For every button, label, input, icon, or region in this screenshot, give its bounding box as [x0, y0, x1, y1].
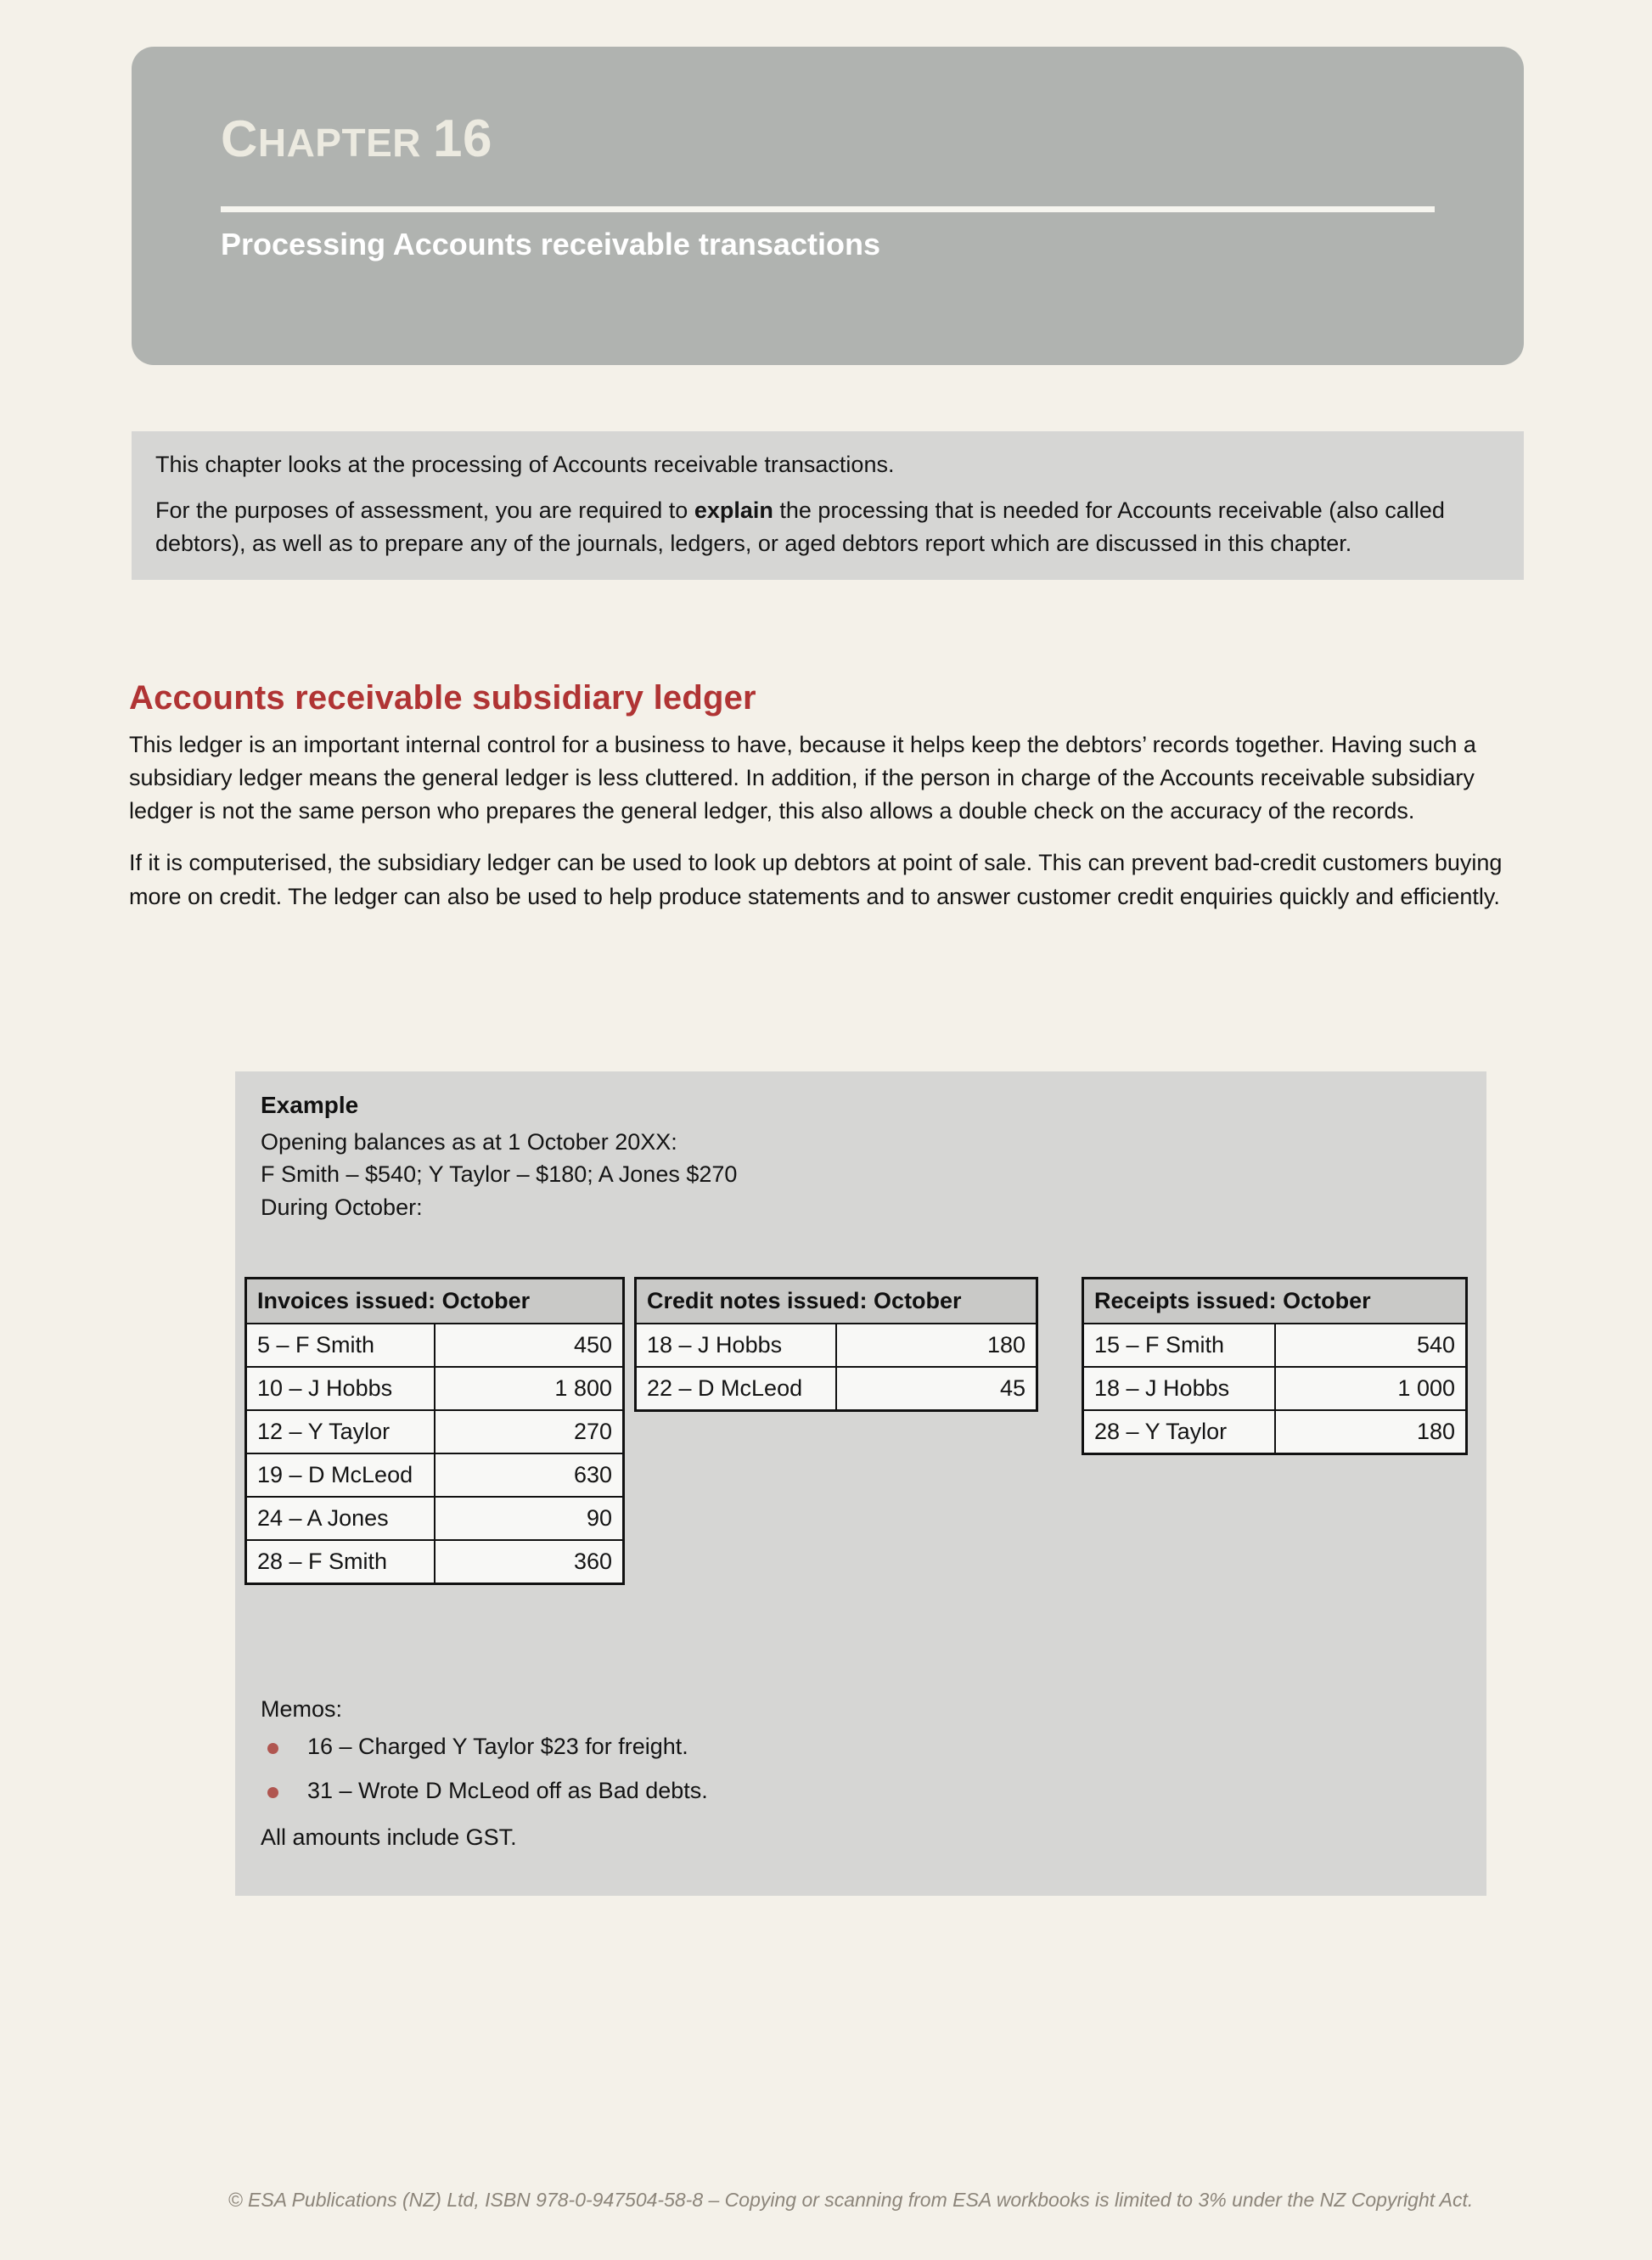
memos-block: [261, 1696, 1449, 1851]
cell-amount: 1 000: [1275, 1367, 1467, 1410]
table-row: [246, 1410, 624, 1453]
chapter-kicker: [221, 110, 492, 168]
cell-amount: 45: [836, 1367, 1037, 1411]
section-heading: Accounts receivable subsidiary ledger: [129, 679, 756, 717]
gst-note: All amounts include GST.: [261, 1824, 517, 1850]
memo-text: 16 – Charged Y Taylor $23 for freight.: [307, 1734, 688, 1759]
example-during-october-label: During October:: [261, 1194, 423, 1220]
cell-amount: 630: [435, 1453, 624, 1497]
cell-description: 19 – D McLeod: [246, 1453, 435, 1497]
table-row: [246, 1367, 624, 1410]
table-header-row: [246, 1279, 624, 1324]
cell-amount: 270: [435, 1410, 624, 1453]
table-row: [1083, 1324, 1467, 1367]
cell-description: 28 – F Smith: [246, 1540, 435, 1584]
intro-paragraph-2: For the purposes of assessment, you are required to explain the processing that is needed for Accounts receivable (also called debtors), as well as to prepare any of the journals, ledgers, or aged debtors report which are discussed in this chapter.: [155, 498, 1445, 556]
bullet-icon: [267, 1743, 278, 1754]
invoices-table-header: Invoices issued: October: [246, 1279, 624, 1324]
cell-description: 12 – Y Taylor: [246, 1410, 435, 1453]
example-opening-balances-label: Opening balances as at 1 October 20XX:: [261, 1129, 677, 1155]
credit-notes-table-header: Credit notes issued: October: [636, 1279, 1037, 1324]
table-row: [246, 1324, 624, 1367]
chapter-divider-rule: [221, 206, 1435, 212]
cell-description: 22 – D McLeod: [636, 1367, 837, 1411]
cell-description: 18 – J Hobbs: [636, 1324, 837, 1367]
receipts-table: [1082, 1277, 1468, 1455]
example-title: Example: [261, 1092, 359, 1118]
table-row: [246, 1540, 624, 1584]
cell-description: 18 – J Hobbs: [1083, 1367, 1275, 1410]
invoices-table-body: [246, 1324, 624, 1584]
cell-description: 10 – J Hobbs: [246, 1367, 435, 1410]
body-paragraph-2: If it is computerised, the subsidiary ledger can be used to look up debtors at point of sale. This can prevent bad-credit customers buying more on credit. The ledger can also be used to help produce statements and to answer customer credit enquiries quickly and efficiently.: [129, 850, 1503, 909]
table-row: [246, 1453, 624, 1497]
table-row: [1083, 1367, 1467, 1410]
example-tables-row: [235, 1277, 1486, 1676]
cell-amount: 450: [435, 1324, 624, 1367]
cell-amount: 360: [435, 1540, 624, 1584]
table-row: [636, 1367, 1037, 1411]
table-row: [246, 1497, 624, 1540]
table-header-row: [636, 1279, 1037, 1324]
cell-description: 28 – Y Taylor: [1083, 1410, 1275, 1454]
table-row: [1083, 1410, 1467, 1454]
body-paragraph-1: This ledger is an important internal control for a business to have, because it helps keep the debtors’ records together. Having such a subsidiary ledger means the general ledger is less cluttered. In addition, if the person in charge of the Accounts receivable subsidiary ledger is not the same person who prepares the general ledger, this also allows a double check on the accuracy of the records.: [129, 732, 1476, 824]
receipts-table-body: [1083, 1324, 1467, 1454]
cell-amount: 1 800: [435, 1367, 624, 1410]
cell-description: 5 – F Smith: [246, 1324, 435, 1367]
intro-panel: [132, 431, 1524, 580]
memo-list-item: [261, 1775, 1449, 1807]
table-row: [636, 1324, 1037, 1367]
cell-description: 24 – A Jones: [246, 1497, 435, 1540]
memo-text: 31 – Wrote D McLeod off as Bad debts.: [307, 1777, 708, 1803]
memo-list-item: [261, 1731, 1449, 1763]
bullet-icon: [267, 1787, 278, 1798]
chapter-kicker-word: CHAPTER: [221, 110, 421, 167]
cell-amount: 90: [435, 1497, 624, 1540]
cell-amount: 180: [1275, 1410, 1467, 1454]
credit-notes-table-body: [636, 1324, 1037, 1411]
cell-amount: 540: [1275, 1324, 1467, 1367]
example-opening-balances-values: F Smith – $540; Y Taylor – $180; A Jones $270: [261, 1161, 738, 1188]
memos-label: Memos:: [261, 1696, 343, 1722]
chapter-subtitle: Processing Accounts receivable transactions: [221, 227, 880, 261]
section-body: [129, 728, 1530, 932]
chapter-header-banner: [132, 47, 1524, 365]
credit-notes-table: [634, 1277, 1038, 1412]
table-header-row: [1083, 1279, 1467, 1324]
receipts-table-header: Receipts issued: October: [1083, 1279, 1467, 1324]
intro-paragraph-1: This chapter looks at the processing of Accounts receivable transactions.: [155, 452, 895, 477]
cell-description: 15 – F Smith: [1083, 1324, 1275, 1367]
chapter-number: 16: [432, 110, 492, 168]
cell-amount: 180: [836, 1324, 1037, 1367]
invoices-table: [244, 1277, 625, 1585]
page-footer: © ESA Publications (NZ) Ltd, ISBN 978-0-947504-58-8 – Copying or scanning from ESA workbooks is limited to 3% under the NZ Copyright Act.: [228, 2189, 1474, 2211]
